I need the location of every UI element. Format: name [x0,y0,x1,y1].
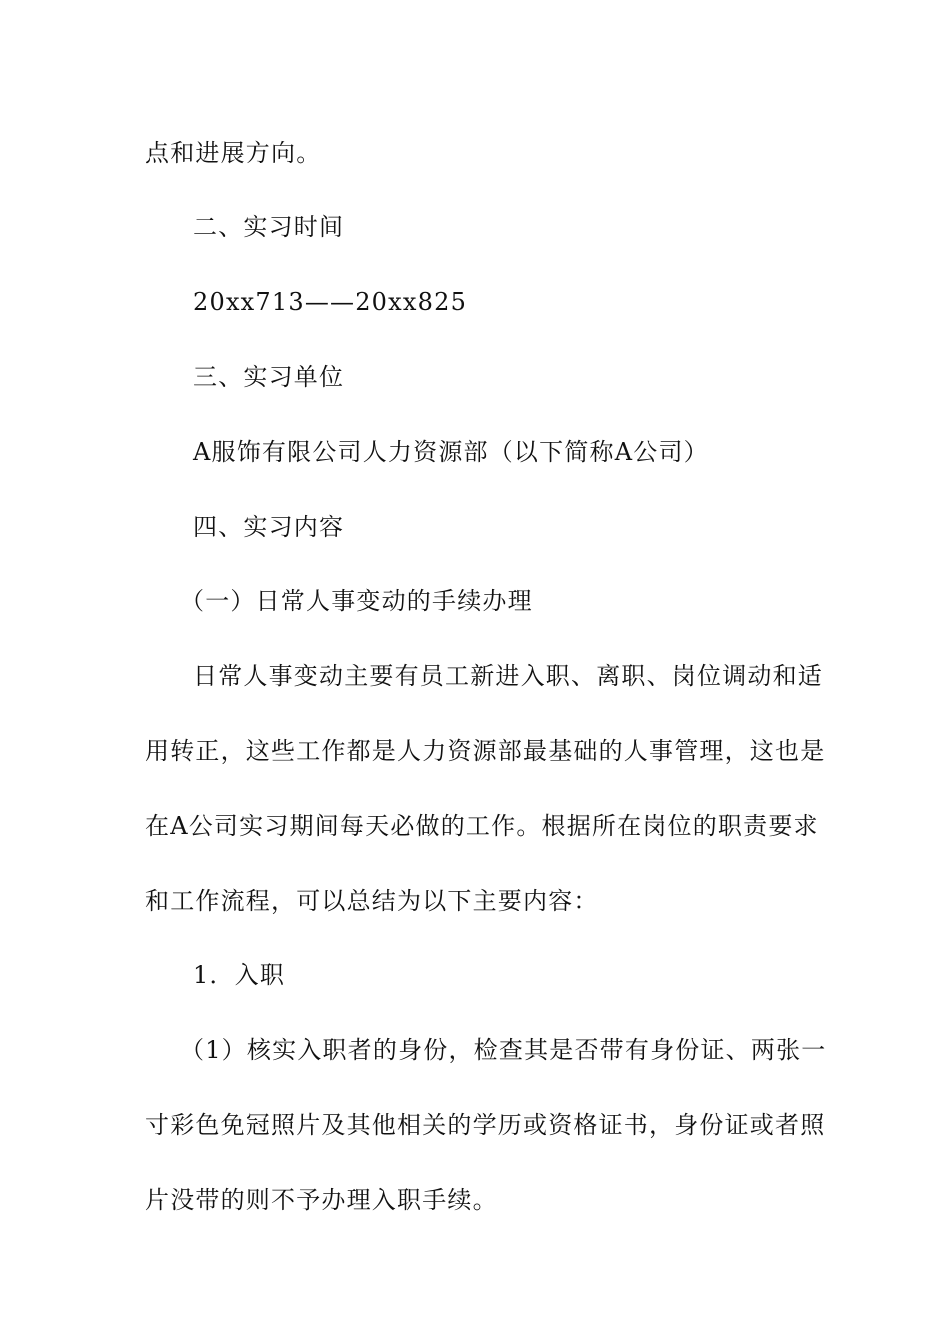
paragraph-line: 和工作流程，可以总结为以下主要内容： [145,887,599,915]
internship-date-range: 20xx713——20xx825 [193,288,468,316]
paragraph-line: 寸彩色免冠照片及其他相关的学历或资格证书，身份证或者照 [145,1111,826,1139]
paragraph-line: 片没带的则不予办理入职手续。 [145,1186,498,1214]
paragraph-line: 在A公司实习期间每天必做的工作。根据所在岗位的职责要求 [145,812,819,840]
section-heading-internship-time: 二、实习时间 [193,213,345,241]
section-heading-internship-unit: 三、实习单位 [193,363,345,391]
item-heading-onboarding: 1．入职 [193,961,286,989]
subsection-heading-personnel-changes: （一）日常人事变动的手续办理 [180,587,533,615]
internship-unit-name: A服饰有限公司人力资源部（以下简称A公司） [193,438,709,466]
paragraph-line: 日常人事变动主要有员工新进入职、离职、岗位调动和适 [193,662,823,690]
section-heading-internship-content: 四、实习内容 [193,513,345,541]
paragraph-line: （1）核实入职者的身份，检查其是否带有身份证、两张一 [180,1036,827,1064]
paragraph-continuation: 点和进展方向。 [145,139,322,167]
paragraph-line: 用转正，这些工作都是人力资源部最基础的人事管理，这也是 [145,737,826,765]
